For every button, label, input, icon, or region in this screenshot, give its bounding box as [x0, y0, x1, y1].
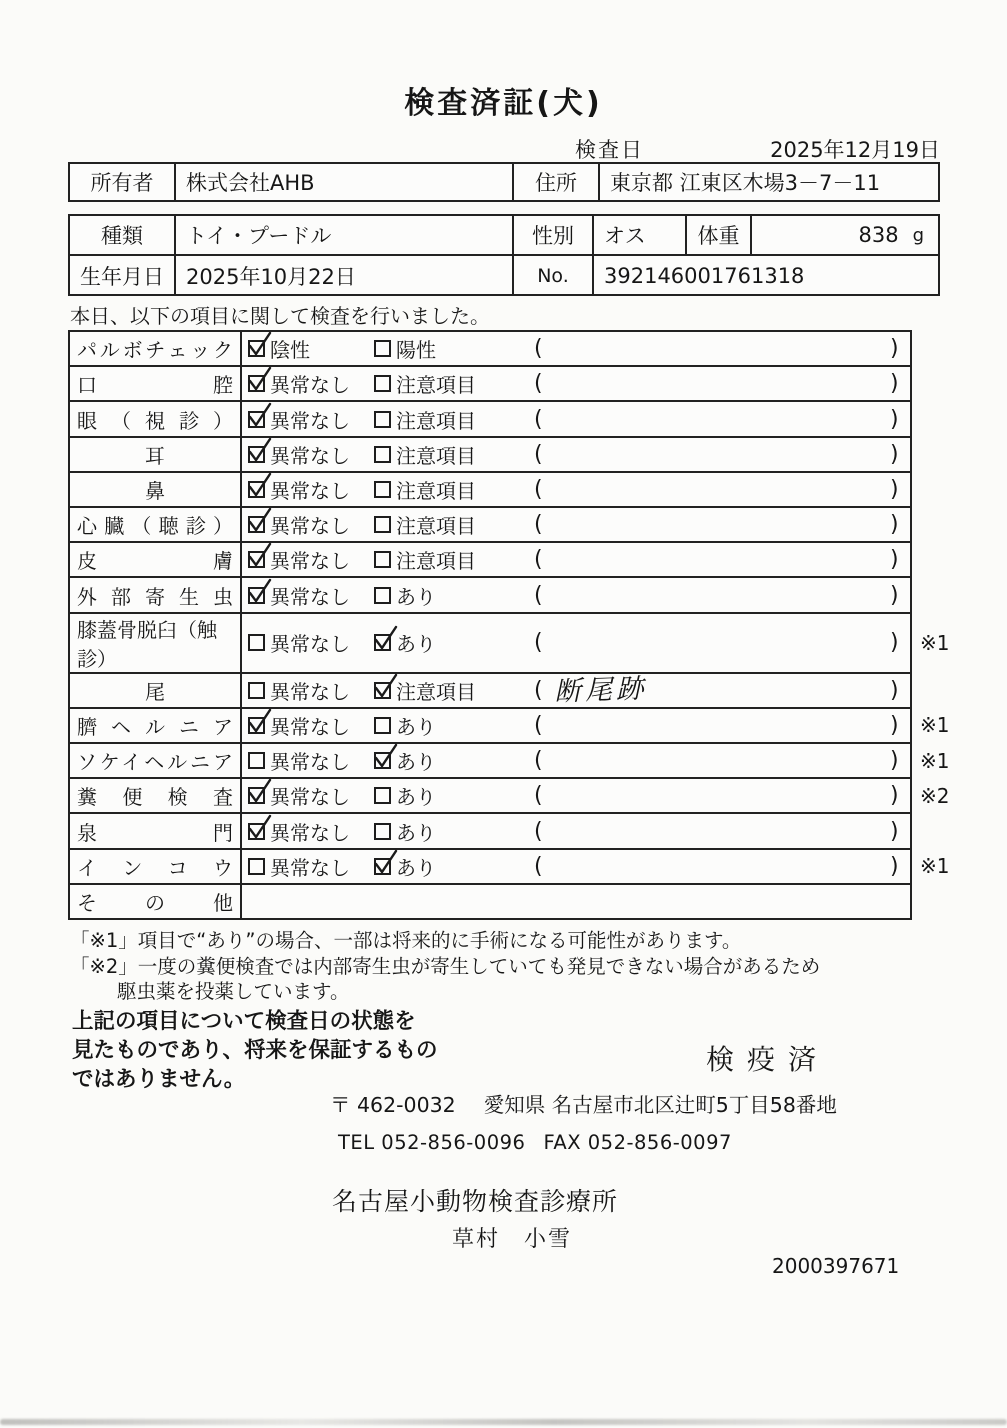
disclaimer-line2: 見たものであり、将来を保証するもの	[72, 1038, 438, 1063]
checkbox-icon	[248, 717, 265, 734]
breed-label: 種類	[101, 224, 143, 248]
option-2	[374, 367, 476, 400]
address-value: 東京都 江東区木場3－7－11	[598, 164, 938, 200]
option-2	[374, 438, 476, 471]
footnote-2-line2: 駆虫薬を投薬しています。	[117, 980, 350, 1003]
handwritten-remark	[553, 432, 554, 471]
birth-label: 生年月日	[80, 265, 164, 289]
checkbox-icon	[374, 634, 391, 651]
paren-open: (	[534, 748, 543, 774]
check-item-content	[242, 438, 910, 471]
option-2-label: あり	[396, 785, 436, 810]
handwritten-check-icon	[373, 624, 399, 652]
check-item-label: パルボチェック	[70, 332, 242, 365]
checkbox-icon	[248, 340, 265, 357]
check-item-label: 皮膚	[70, 543, 242, 576]
paren-open: (	[534, 371, 543, 397]
weight-unit: g	[912, 224, 924, 246]
paren-open: (	[534, 818, 543, 844]
scan-artifact	[0, 1419, 1007, 1425]
option-1-label: 異常なし	[270, 632, 350, 657]
option-1	[248, 744, 350, 777]
check-row	[70, 471, 910, 506]
checkbox-icon	[374, 411, 391, 428]
option-1-label: 異常なし	[270, 478, 350, 503]
option-1-label: 陰性	[270, 338, 310, 363]
check-item-content	[242, 332, 910, 365]
sex-value: オス	[592, 216, 685, 254]
option-1-label: 異常なし	[270, 408, 350, 433]
check-item-content	[242, 744, 910, 777]
check-item-label: インコウ	[70, 850, 242, 883]
sex-label: 性別	[512, 216, 592, 254]
option-1	[248, 779, 350, 812]
paren-close: )	[890, 512, 899, 538]
disclaimer-line3: ではありません。	[72, 1067, 246, 1092]
option-1	[248, 332, 310, 365]
handwritten-remark	[553, 326, 554, 365]
paren-close: )	[890, 748, 899, 774]
checkbox-icon	[248, 823, 265, 840]
option-1	[248, 367, 350, 400]
option-1	[248, 473, 350, 506]
option-2-label: あり	[396, 855, 436, 880]
handwritten-remark	[553, 703, 554, 742]
option-1	[248, 674, 350, 707]
checkbox-icon	[374, 340, 391, 357]
check-item-content	[242, 814, 910, 847]
checkbox-icon	[248, 446, 265, 463]
footnote-1: 「※1」項目で“あり”の場合、一部は将来的に手術になる可能性があります。	[70, 929, 742, 952]
check-row	[70, 541, 910, 576]
option-2-label: あり	[396, 584, 436, 609]
check-row	[70, 883, 910, 918]
serial-number: 2000397671	[772, 1254, 900, 1278]
handwritten-remark	[553, 502, 554, 541]
check-item-label: 臍ヘルニア	[70, 709, 242, 742]
check-row	[70, 436, 910, 471]
option-1-label: 異常なし	[270, 373, 350, 398]
handwritten-remark	[553, 844, 554, 883]
paren-close: )	[890, 818, 899, 844]
inspection-date-value: 2025年12月19日	[770, 138, 940, 162]
veterinarian-name: 草村 小雪	[452, 1227, 573, 1252]
paren-close: )	[890, 677, 899, 703]
check-item-content	[242, 543, 910, 576]
handwritten-check-icon	[247, 471, 273, 499]
handwritten-remark	[553, 361, 554, 400]
checkbox-icon	[248, 634, 265, 651]
checkbox-icon	[248, 682, 265, 699]
checkbox-icon	[374, 752, 391, 769]
handwritten-remark: 断尾跡	[553, 673, 648, 708]
checkbox-icon	[374, 787, 391, 804]
paren-open: (	[534, 677, 543, 703]
option-2	[374, 543, 476, 576]
checkbox-icon	[374, 682, 391, 699]
paren-open: (	[534, 547, 543, 573]
handwritten-check-icon	[373, 672, 399, 700]
check-item-content	[242, 402, 910, 435]
check-item-label: 鼻	[70, 473, 242, 506]
handwritten-check-icon	[247, 436, 273, 464]
check-row	[70, 506, 910, 541]
paren-open: (	[534, 783, 543, 809]
handwritten-check-icon	[247, 707, 273, 735]
handwritten-remark	[553, 537, 554, 576]
footnote-2-line1: 「※2」一度の糞便検査では内部寄生虫が寄生していても発見できない場合があるため	[70, 955, 821, 978]
address-label: 住所	[512, 164, 598, 200]
option-2-label: 注意項目	[396, 373, 476, 398]
checkbox-icon	[374, 587, 391, 604]
option-2-label: 注意項目	[396, 549, 476, 574]
footnote-mark: ※1	[920, 713, 950, 738]
paren-open: (	[534, 853, 543, 879]
intro-text: 本日、以下の項目に関して検査を行いました。	[70, 304, 490, 328]
check-row	[70, 848, 950, 883]
paren-close: )	[890, 783, 899, 809]
paren-open: (	[534, 336, 543, 362]
check-item-content	[242, 473, 910, 506]
check-item-label: 心臓（聴診）	[70, 508, 242, 541]
paren-close: )	[890, 853, 899, 879]
clinic-fax: FAX 052-856-0097	[543, 1131, 732, 1154]
check-item-label: 尾	[70, 674, 242, 707]
option-2	[374, 508, 476, 541]
option-2	[374, 614, 436, 672]
check-table	[68, 330, 950, 920]
check-row	[70, 400, 910, 435]
handwritten-check-icon	[247, 330, 273, 358]
checkbox-icon	[374, 551, 391, 568]
option-2	[374, 779, 436, 812]
check-item-label: 膝蓋骨脱臼（触診）	[70, 614, 242, 672]
check-item-label: 泉門	[70, 814, 242, 847]
paren-open: (	[534, 512, 543, 538]
postal-code: 〒 462-0032	[330, 1093, 456, 1117]
option-1	[248, 543, 350, 576]
option-2-label: 注意項目	[396, 679, 476, 704]
option-2-label: 注意項目	[396, 514, 476, 539]
paren-close: )	[890, 712, 899, 738]
check-item-content	[242, 614, 910, 672]
check-item-label: 口腔	[70, 367, 242, 400]
owner-value: 株式会社AHB	[174, 164, 512, 200]
footnote-mark: ※1	[920, 630, 950, 655]
handwritten-remark	[553, 608, 555, 672]
check-item-content	[242, 709, 910, 742]
paren-close: )	[890, 476, 899, 502]
no-value: 392146001761318	[592, 256, 938, 296]
checkbox-icon	[374, 516, 391, 533]
check-row	[70, 612, 950, 672]
checkbox-icon	[374, 375, 391, 392]
option-2	[374, 709, 436, 742]
option-1	[248, 814, 350, 847]
check-row	[70, 672, 910, 707]
checkbox-icon	[374, 481, 391, 498]
check-item-content	[242, 508, 910, 541]
option-1-label: 異常なし	[270, 679, 350, 704]
checkbox-icon	[248, 375, 265, 392]
weight-number: 838	[858, 223, 899, 247]
option-1-label: 異常なし	[270, 443, 350, 468]
pet-table	[68, 214, 940, 296]
option-1	[248, 508, 350, 541]
handwritten-check-icon	[247, 365, 273, 393]
checkbox-icon	[248, 516, 265, 533]
paren-close: )	[890, 547, 899, 573]
check-item-label: 外部寄生虫	[70, 578, 242, 611]
page-title: 検査済証(犬)	[404, 86, 603, 121]
owner-label: 所有者	[90, 171, 154, 195]
check-item-label: 耳	[70, 438, 242, 471]
option-2-label: あり	[396, 632, 436, 657]
paren-close: )	[890, 441, 899, 467]
option-1	[248, 614, 350, 672]
footnote-mark: ※1	[920, 748, 950, 773]
option-1-label: 異常なし	[270, 750, 350, 775]
weight-label: 体重	[685, 216, 750, 254]
checkbox-icon	[374, 858, 391, 875]
paren-open: (	[534, 476, 543, 502]
option-2-label: 注意項目	[396, 408, 476, 433]
check-row	[70, 707, 950, 742]
handwritten-remark	[553, 879, 554, 918]
check-item-label: ソケイヘルニア	[70, 744, 242, 777]
checkbox-icon	[248, 858, 265, 875]
check-row	[70, 812, 910, 847]
option-2	[374, 674, 476, 707]
check-item-content	[242, 885, 910, 918]
option-2	[374, 850, 436, 883]
check-item-content	[242, 578, 910, 611]
paren-open: (	[534, 582, 543, 608]
disclaimer-text	[72, 1007, 438, 1094]
checkbox-icon	[248, 551, 265, 568]
option-1-label: 異常なし	[270, 785, 350, 810]
option-1	[248, 709, 350, 742]
quarantine-stamp: 検疫済	[706, 1043, 830, 1076]
option-2-label: 注意項目	[396, 478, 476, 503]
check-row	[70, 332, 910, 365]
paren-close: )	[890, 630, 899, 656]
option-2	[374, 473, 476, 506]
option-2-label: あり	[396, 714, 436, 739]
handwritten-remark	[553, 572, 554, 611]
paren-close: )	[890, 336, 899, 362]
paren-close: )	[890, 371, 899, 397]
check-item-content	[242, 779, 910, 812]
disclaimer-line1: 上記の項目について検査日の状態を	[72, 1009, 416, 1034]
option-1	[248, 850, 350, 883]
owner-table	[68, 162, 940, 202]
no-label: No.	[512, 256, 592, 296]
option-1	[248, 578, 350, 611]
handwritten-check-icon	[247, 777, 273, 805]
option-2	[374, 402, 476, 435]
footnote-mark: ※1	[920, 854, 950, 879]
handwritten-remark	[553, 396, 554, 435]
handwritten-check-icon	[247, 577, 273, 605]
check-item-content	[242, 674, 910, 707]
option-1	[248, 402, 350, 435]
check-item-content	[242, 367, 910, 400]
checkbox-icon	[374, 446, 391, 463]
birth-value: 2025年10月22日	[174, 256, 512, 296]
check-item-label: 糞便検査	[70, 779, 242, 812]
weight-value	[750, 216, 938, 254]
checkbox-icon	[248, 752, 265, 769]
option-1-label: 異常なし	[270, 855, 350, 880]
option-2-label: あり	[396, 750, 436, 775]
option-1-label: 異常なし	[270, 714, 350, 739]
option-1-label: 異常なし	[270, 584, 350, 609]
check-row	[70, 742, 950, 777]
handwritten-remark	[553, 773, 554, 812]
checkbox-icon	[374, 717, 391, 734]
clinic-address: 愛知県 名古屋市北区辻町5丁目58番地	[483, 1093, 837, 1117]
paren-close: )	[890, 406, 899, 432]
check-row	[70, 576, 910, 611]
handwritten-remark	[553, 738, 554, 777]
check-row	[70, 365, 910, 400]
paren-open: (	[534, 441, 543, 467]
check-row	[70, 777, 950, 812]
option-2-label: 注意項目	[396, 443, 476, 468]
clinic-name: 名古屋小動物検査診療所	[332, 1187, 619, 1216]
inspection-date-label: 検査日	[575, 138, 644, 162]
checkbox-icon	[248, 481, 265, 498]
handwritten-remark	[553, 808, 554, 847]
option-1-label: 異常なし	[270, 514, 350, 539]
breed-value: トイ・プードル	[174, 216, 512, 254]
option-2-label: 陽性	[396, 338, 436, 363]
handwritten-remark	[553, 467, 554, 506]
checkbox-icon	[374, 823, 391, 840]
checkbox-icon	[248, 787, 265, 804]
footnote-mark: ※2	[920, 783, 950, 808]
handwritten-check-icon	[373, 742, 399, 770]
clinic-tel: TEL 052-856-0096	[338, 1131, 526, 1154]
option-2	[374, 744, 436, 777]
option-1	[248, 438, 350, 471]
handwritten-check-icon	[247, 541, 273, 569]
check-item-label: 眼（視診）	[70, 402, 242, 435]
option-2	[374, 578, 436, 611]
option-2	[374, 814, 436, 847]
checkbox-icon	[248, 411, 265, 428]
option-2	[374, 332, 436, 365]
option-2-label: あり	[396, 820, 436, 845]
handwritten-check-icon	[247, 506, 273, 534]
check-item-content	[242, 850, 910, 883]
option-1-label: 異常なし	[270, 820, 350, 845]
clinic-postal-address	[330, 1088, 837, 1118]
check-item-label: その他	[70, 885, 242, 918]
option-1-label: 異常なし	[270, 549, 350, 574]
handwritten-check-icon	[247, 813, 273, 841]
clinic-tel-fax	[338, 1131, 732, 1154]
handwritten-check-icon	[247, 401, 273, 429]
handwritten-check-icon	[373, 848, 399, 876]
paren-open: (	[534, 406, 543, 432]
paren-close: )	[890, 582, 899, 608]
checkbox-icon	[248, 587, 265, 604]
paren-open: (	[534, 630, 543, 656]
paren-open: (	[534, 712, 543, 738]
